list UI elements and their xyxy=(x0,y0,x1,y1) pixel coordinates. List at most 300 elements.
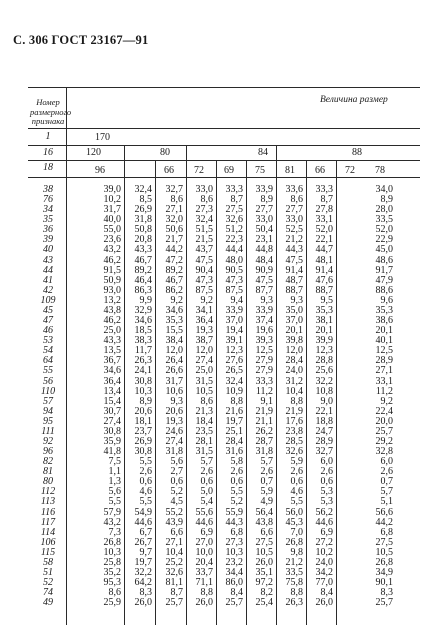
table-cell: 77,0 xyxy=(315,577,333,589)
table-cell: 32,0 xyxy=(165,214,183,226)
table-cell: 6,0 xyxy=(380,456,393,468)
table-cell: 28,9 xyxy=(375,355,393,367)
table-cell: 10,4 xyxy=(285,385,303,397)
table-cell: 33,1 xyxy=(375,375,393,387)
table-cell: 33,0 xyxy=(285,214,303,226)
table-cell: 9,9 xyxy=(139,294,152,306)
table-cell: 29,2 xyxy=(375,436,393,447)
table-cell: 10,5 xyxy=(255,546,273,558)
table-cell: 25,9 xyxy=(103,597,121,609)
table-cell: 27,8 xyxy=(315,204,333,216)
row-number: 96 xyxy=(43,446,53,458)
table-cell: 9,3 xyxy=(170,395,183,407)
table-cell: 25,0 xyxy=(103,325,121,337)
table-cell: 56,4 xyxy=(255,506,273,518)
page-header: С. 306 ГОСТ 23167—91 xyxy=(13,33,149,47)
table-cell: 8,6 xyxy=(200,194,213,206)
table-cell: 6,9 xyxy=(200,526,213,538)
table-cell: 86,0 xyxy=(225,577,243,589)
table-cell: 87,5 xyxy=(225,284,243,296)
table-cell: 27,1 xyxy=(165,204,183,216)
table-cell: 6,6 xyxy=(260,526,273,538)
table-cell: 13,4 xyxy=(103,385,121,397)
table-cell: 20,6 xyxy=(134,405,152,417)
table-cell: 36,7 xyxy=(103,355,121,367)
table-cell: 8,6 xyxy=(290,194,303,206)
row-number: 116 xyxy=(40,506,56,518)
row-number: 46 xyxy=(43,325,53,337)
table-cell: 17,6 xyxy=(285,415,303,427)
row-number: 47 xyxy=(43,315,53,327)
table-cell: 27,4 xyxy=(103,415,121,427)
table-cell: 56,0 xyxy=(285,506,303,518)
table-cell: 44,8 xyxy=(255,244,273,256)
header-row2-v0: 120 xyxy=(86,147,101,158)
table-cell: 10,5 xyxy=(375,546,393,558)
table-cell: 33,9 xyxy=(255,184,273,195)
table-cell: 12,3 xyxy=(225,345,243,357)
table-cell: 26,8 xyxy=(285,536,303,548)
table-cell: 10,8 xyxy=(315,385,333,397)
table-cell: 35,3 xyxy=(315,304,333,316)
table-cell: 28,0 xyxy=(375,204,393,216)
table-cell: 5,7 xyxy=(380,486,393,498)
table-cell: 8,3 xyxy=(139,587,152,599)
table-cell: 86,3 xyxy=(134,284,152,296)
table-cell: 27,5 xyxy=(255,536,273,548)
table-cell: 10,9 xyxy=(225,385,243,397)
table-cell: 46,2 xyxy=(103,254,121,266)
table-cell: 21,6 xyxy=(225,405,243,417)
table-cell: 25,8 xyxy=(103,556,121,568)
table-cell: 26,3 xyxy=(285,597,303,609)
table-cell: 38,7 xyxy=(195,335,213,347)
table-cell: 33,9 xyxy=(225,304,243,316)
header-row3-v1: 66 xyxy=(164,165,174,176)
table-cell: 10,3 xyxy=(225,546,243,558)
table-cell: 25,7 xyxy=(165,597,183,609)
table-cell: 27,3 xyxy=(195,204,213,216)
table-cell: 4,6 xyxy=(139,486,152,498)
table-cell: 8,2 xyxy=(260,587,273,599)
table-cell: 10,2 xyxy=(103,194,121,206)
header-rule-2 xyxy=(28,145,420,146)
header-row1-label: 1 xyxy=(45,131,51,142)
table-cell: 21,9 xyxy=(285,405,303,417)
header-row2-v1: 80 xyxy=(160,147,170,158)
table-cell: 34,6 xyxy=(134,315,152,327)
table-cell: 8,9 xyxy=(380,194,393,206)
table-cell: 28,4 xyxy=(225,436,243,447)
table-cell: 2,6 xyxy=(320,466,333,478)
table-cell: 32,4 xyxy=(195,214,213,226)
table-cell: 26,7 xyxy=(134,536,152,548)
table-cell: 10,3 xyxy=(134,385,152,397)
row-number: 41 xyxy=(43,274,53,286)
table-cell: 32,8 xyxy=(375,446,393,458)
value-header-label: Величина размер xyxy=(320,95,388,105)
table-cell: 30,8 xyxy=(103,425,121,437)
table-cell: 9,2 xyxy=(200,294,213,306)
table-cell: 91,4 xyxy=(285,264,303,276)
row-number: 39 xyxy=(43,234,53,246)
table-cell: 26,0 xyxy=(315,597,333,609)
header-row2-v2: 84 xyxy=(258,147,268,158)
table-cell: 26,9 xyxy=(134,204,152,216)
table-cell: 32,7 xyxy=(165,184,183,195)
table-cell: 6,8 xyxy=(380,526,393,538)
header-rule-1 xyxy=(28,128,420,129)
table-cell: 91,4 xyxy=(315,264,333,276)
table-cell: 9,3 xyxy=(260,294,273,306)
table-cell: 25,6 xyxy=(315,365,333,377)
table-cell: 46,7 xyxy=(165,274,183,286)
table-cell: 46,4 xyxy=(134,274,152,286)
table-cell: 86,2 xyxy=(165,284,183,296)
table-cell: 27,6 xyxy=(225,355,243,367)
table-cell: 21,9 xyxy=(255,405,273,417)
table-cell: 57,9 xyxy=(103,506,121,518)
table-cell: 50,9 xyxy=(103,274,121,286)
table-cell: 47,3 xyxy=(225,274,243,286)
table-cell: 50,8 xyxy=(134,224,152,236)
col-rule-72b xyxy=(336,160,337,625)
table-cell: 15,5 xyxy=(165,325,183,337)
table-cell: 37,0 xyxy=(285,315,303,327)
row-number: 117 xyxy=(40,516,56,528)
table-cell: 8,4 xyxy=(320,587,333,599)
table-cell: 26,0 xyxy=(195,597,213,609)
table-cell: 24,0 xyxy=(315,556,333,568)
row-number: 109 xyxy=(40,294,56,306)
table-cell: 19,3 xyxy=(195,325,213,337)
table-cell: 20,8 xyxy=(134,234,152,246)
table-cell: 48,1 xyxy=(315,254,333,266)
table-cell: 41,8 xyxy=(103,446,121,458)
table-cell: 8,6 xyxy=(200,395,213,407)
table-cell: 21,7 xyxy=(165,234,183,246)
table-cell: 9,6 xyxy=(380,294,393,306)
table-cell: 47,9 xyxy=(375,274,393,286)
row-number: 110 xyxy=(40,385,56,397)
table-cell: 35,1 xyxy=(255,567,273,579)
table-cell: 11,2 xyxy=(375,385,393,397)
table-cell: 31,2 xyxy=(285,375,303,387)
row-number: 111 xyxy=(41,425,55,437)
table-cell: 24,0 xyxy=(285,365,303,377)
table-cell: 0,6 xyxy=(290,476,303,488)
table-cell: 48,0 xyxy=(225,254,243,266)
row-number: 56 xyxy=(43,375,53,387)
table-cell: 20,6 xyxy=(165,405,183,417)
table-cell: 26,2 xyxy=(255,425,273,437)
table-cell: 34,2 xyxy=(315,567,333,579)
table-cell: 90,9 xyxy=(255,264,273,276)
table-cell: 0,6 xyxy=(200,476,213,488)
row-number: 58 xyxy=(43,556,53,568)
table-cell: 2,6 xyxy=(139,466,152,478)
table-cell: 1,1 xyxy=(108,466,121,478)
table-cell: 9,5 xyxy=(320,294,333,306)
table-cell: 44,4 xyxy=(225,244,243,256)
table-cell: 38,3 xyxy=(134,335,152,347)
table-cell: 39,9 xyxy=(315,335,333,347)
header-row3-v2: 72 xyxy=(194,165,204,176)
table-cell: 27,3 xyxy=(225,536,243,548)
table-cell: 45,0 xyxy=(375,244,393,256)
table-cell: 36,4 xyxy=(195,315,213,327)
table-cell: 15,4 xyxy=(103,395,121,407)
table-cell: 5,1 xyxy=(380,496,393,508)
table-cell: 9,1 xyxy=(260,395,273,407)
table-cell: 20,1 xyxy=(375,325,393,337)
table-cell: 33,0 xyxy=(195,184,213,195)
table-cell: 9,3 xyxy=(290,294,303,306)
table-cell: 31,6 xyxy=(225,446,243,458)
table-cell: 27,1 xyxy=(375,365,393,377)
table-cell: 9,7 xyxy=(139,546,152,558)
table-cell: 8,3 xyxy=(380,587,393,599)
table-cell: 5,9 xyxy=(290,456,303,468)
table-cell: 26,3 xyxy=(134,355,152,367)
table-cell: 5,6 xyxy=(170,456,183,468)
table-cell: 24,6 xyxy=(165,425,183,437)
table-cell: 32,7 xyxy=(315,446,333,458)
row-number: 49 xyxy=(43,597,53,609)
table-cell: 52,5 xyxy=(285,224,303,236)
table-cell: 48,7 xyxy=(285,274,303,286)
header-row1-value: 170 xyxy=(95,132,110,143)
table-cell: 8,7 xyxy=(230,194,243,206)
table-cell: 8,8 xyxy=(200,587,213,599)
table-cell: 0,7 xyxy=(380,476,393,488)
header-row3-v6: 66 xyxy=(315,165,325,176)
table-cell: 44,3 xyxy=(225,516,243,528)
table-cell: 37,0 xyxy=(225,315,243,327)
table-cell: 35,3 xyxy=(165,315,183,327)
table-cell: 44,6 xyxy=(195,516,213,528)
table-cell: 46,2 xyxy=(103,315,121,327)
table-cell: 44,6 xyxy=(134,516,152,528)
table-cell: 46,7 xyxy=(134,254,152,266)
table-cell: 88,6 xyxy=(375,284,393,296)
table-cell: 50,4 xyxy=(255,224,273,236)
table-cell: 45,3 xyxy=(285,516,303,528)
table-cell: 0,7 xyxy=(260,476,273,488)
table-cell: 55,6 xyxy=(195,506,213,518)
header-row3-v0: 96 xyxy=(95,165,105,176)
table-cell: 35,9 xyxy=(103,436,121,447)
table-cell: 33,1 xyxy=(315,214,333,226)
row-number: 80 xyxy=(43,476,53,488)
table-cell: 8,5 xyxy=(139,194,152,206)
table-cell: 2,6 xyxy=(230,466,243,478)
table-cell: 71,1 xyxy=(195,577,213,589)
row-number: 112 xyxy=(40,486,56,498)
table-cell: 12,0 xyxy=(285,345,303,357)
table-cell: 4,9 xyxy=(260,496,273,508)
table-cell: 2,7 xyxy=(170,466,183,478)
table-cell: 18,1 xyxy=(134,415,152,427)
table-cell: 25,7 xyxy=(225,597,243,609)
table-cell: 39,8 xyxy=(285,335,303,347)
table-cell: 23,1 xyxy=(255,234,273,246)
row-number: 52 xyxy=(43,577,53,589)
table-cell: 8,7 xyxy=(170,587,183,599)
table-cell: 20,4 xyxy=(195,556,213,568)
table-cell: 27,9 xyxy=(255,355,273,367)
table-cell: 95,3 xyxy=(103,577,121,589)
table-cell: 22,1 xyxy=(315,234,333,246)
table-cell: 32,9 xyxy=(134,304,152,316)
row-number: 76 xyxy=(43,194,53,206)
table-cell: 31,7 xyxy=(165,375,183,387)
table-cell: 5,7 xyxy=(260,456,273,468)
table-cell: 27,1 xyxy=(165,536,183,548)
table-cell: 19,3 xyxy=(165,415,183,427)
table-cell: 38,4 xyxy=(165,335,183,347)
table-cell: 47,3 xyxy=(195,274,213,286)
table-cell: 5,6 xyxy=(108,486,121,498)
row-number: 55 xyxy=(43,365,53,377)
table-cell: 48,4 xyxy=(255,254,273,266)
table-cell: 32,6 xyxy=(165,567,183,579)
row-number: 81 xyxy=(43,466,53,478)
table-cell: 44,3 xyxy=(285,244,303,256)
table-cell: 30,8 xyxy=(134,375,152,387)
table-cell: 9,2 xyxy=(380,395,393,407)
table-cell: 47,5 xyxy=(195,254,213,266)
table-cell: 32,4 xyxy=(225,375,243,387)
table-cell: 47,6 xyxy=(315,274,333,286)
table-cell: 28,8 xyxy=(315,355,333,367)
table-cell: 4,5 xyxy=(170,496,183,508)
table-cell: 26,0 xyxy=(255,556,273,568)
table-cell: 44,7 xyxy=(315,244,333,256)
row-number: 95 xyxy=(43,415,53,427)
table-cell: 13,2 xyxy=(103,294,121,306)
table-cell: 47,5 xyxy=(285,254,303,266)
table-cell: 39,1 xyxy=(225,335,243,347)
table-cell: 12,0 xyxy=(195,345,213,357)
row-number: 40 xyxy=(43,244,53,256)
table-cell: 30,8 xyxy=(134,446,152,458)
table-cell: 5,9 xyxy=(260,486,273,498)
header-row3-v3: 69 xyxy=(224,165,234,176)
table-cell: 23,7 xyxy=(134,425,152,437)
table-cell: 47,5 xyxy=(255,274,273,286)
table-cell: 12,3 xyxy=(315,345,333,357)
table-cell: 2,6 xyxy=(260,466,273,478)
table-cell: 43,3 xyxy=(134,244,152,256)
table-cell: 10,4 xyxy=(165,546,183,558)
table-cell: 32,6 xyxy=(225,214,243,226)
table-cell: 25,0 xyxy=(195,365,213,377)
table-cell: 6,6 xyxy=(170,526,183,538)
table-cell: 10,6 xyxy=(165,385,183,397)
table-cell: 47,2 xyxy=(165,254,183,266)
table-cell: 23,6 xyxy=(103,234,121,246)
table-cell: 22,4 xyxy=(375,405,393,417)
table-cell: 0,6 xyxy=(139,476,152,488)
table-cell: 32,6 xyxy=(285,446,303,458)
row-number: 57 xyxy=(43,395,53,407)
table-cell: 26,4 xyxy=(165,355,183,367)
table-cell: 33,5 xyxy=(285,567,303,579)
header-row3-v7: 72 xyxy=(345,165,355,176)
table-cell: 89,2 xyxy=(134,264,152,276)
table-cell: 8,7 xyxy=(320,194,333,206)
table-cell: 7,5 xyxy=(108,456,121,468)
table-cell: 0,6 xyxy=(320,476,333,488)
table-cell: 28,7 xyxy=(255,436,273,447)
row-number: 64 xyxy=(43,355,53,367)
table-cell: 91,7 xyxy=(375,264,393,276)
table-cell: 2,6 xyxy=(200,466,213,478)
table-cell: 8,6 xyxy=(170,194,183,206)
table-cell: 27,7 xyxy=(285,204,303,216)
table-cell: 10,0 xyxy=(195,546,213,558)
table-cell: 19,4 xyxy=(225,325,243,337)
table-cell: 23,8 xyxy=(285,425,303,437)
table-cell: 10,5 xyxy=(195,385,213,397)
table-cell: 43,2 xyxy=(103,516,121,528)
table-cell: 8,8 xyxy=(230,395,243,407)
table-cell: 90,1 xyxy=(375,577,393,589)
table-cell: 55,0 xyxy=(103,224,121,236)
table-cell: 25,4 xyxy=(255,597,273,609)
table-cell: 6,7 xyxy=(139,526,152,538)
table-cell: 12,0 xyxy=(165,345,183,357)
table-cell: 27,7 xyxy=(255,204,273,216)
table-cell: 35,2 xyxy=(103,567,121,579)
table-top-rule xyxy=(28,87,420,88)
table-cell: 33,5 xyxy=(375,214,393,226)
row-number: 114 xyxy=(40,526,56,538)
row-number: 92 xyxy=(43,436,53,447)
table-cell: 10,2 xyxy=(315,546,333,558)
table-cell: 6,9 xyxy=(320,526,333,538)
header-row3-v5: 81 xyxy=(285,165,295,176)
row-number: 82 xyxy=(43,456,53,468)
header-row2-v3: 88 xyxy=(352,147,362,158)
table-cell: 8,9 xyxy=(139,395,152,407)
table-cell: 35,3 xyxy=(375,304,393,316)
table-cell: 88,7 xyxy=(285,284,303,296)
row-number: 51 xyxy=(43,567,53,579)
table-cell: 52,0 xyxy=(375,224,393,236)
table-cell: 33,3 xyxy=(315,184,333,195)
table-cell: 9,8 xyxy=(290,546,303,558)
table-cell: 43,9 xyxy=(165,516,183,528)
table-cell: 27,5 xyxy=(225,204,243,216)
table-cell: 55,9 xyxy=(225,506,243,518)
table-cell: 34,1 xyxy=(195,304,213,316)
table-cell: 12,5 xyxy=(375,345,393,357)
table-cell: 9,4 xyxy=(230,294,243,306)
table-cell: 93,0 xyxy=(103,284,121,296)
table-cell: 35,0 xyxy=(285,304,303,316)
table-cell: 32,4 xyxy=(134,184,152,195)
table-cell: 27,4 xyxy=(195,355,213,367)
table-cell: 8,6 xyxy=(108,587,121,599)
table-cell: 20,1 xyxy=(285,325,303,337)
table-cell: 5,5 xyxy=(108,496,121,508)
table-cell: 52,0 xyxy=(315,224,333,236)
table-cell: 26,8 xyxy=(103,536,121,548)
table-cell: 21,1 xyxy=(255,415,273,427)
table-cell: 8,4 xyxy=(230,587,243,599)
